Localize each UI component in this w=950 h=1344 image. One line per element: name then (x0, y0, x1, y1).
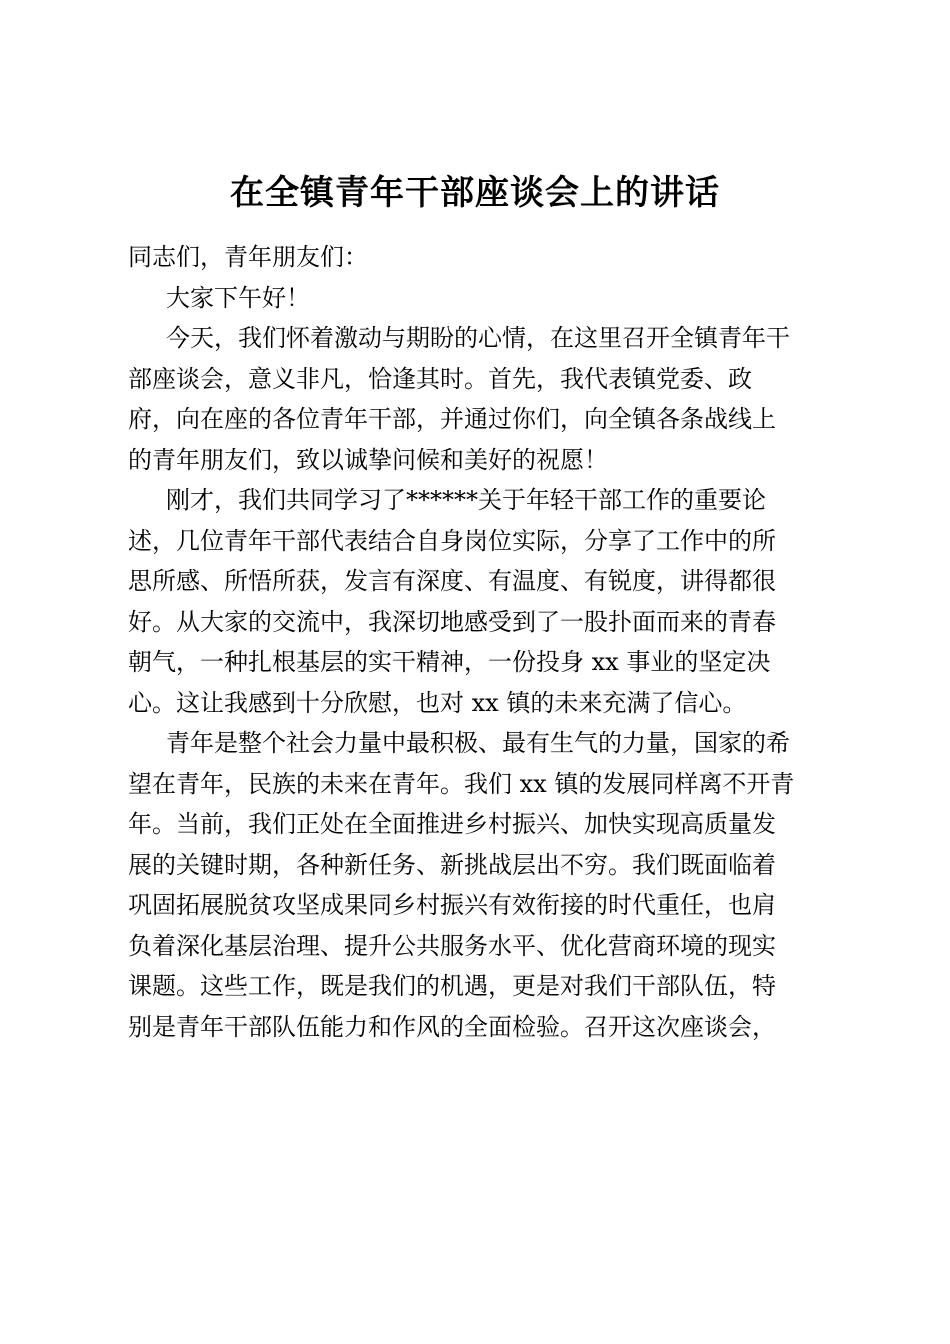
body-line: 负着深化基层治理、提升公共服务水平、优化营商环境的现实 (128, 931, 776, 960)
body-line: 课题。这些工作，既是我们的机遇，更是对我们干部队伍，特 (128, 972, 776, 1000)
body-line: 今天，我们怀着激动与期盼的心情，在这里召开全镇青年干 (166, 324, 790, 352)
body-line: 青年是整个社会力量中最积极、最有生气的力量，国家的希 (166, 729, 790, 757)
body-line: 思所感、所悟所获，发言有深度、有温度、有锐度，讲得都很 (128, 567, 776, 595)
body-line: 朝气，一种扎根基层的实干精神，一份投身 xx 事业的坚定决 (128, 648, 771, 676)
body-line: 心。这让我感到十分欣慰，也对 xx 镇的未来充满了信心。 (128, 688, 747, 717)
salutation-line: 同志们，青年朋友们： (128, 243, 368, 271)
body-line: 展的关键时期，各种新任务、新挑战层出不穷。我们既面临着 (128, 850, 776, 879)
document-title: 在全镇青年干部座谈会上的讲话 (230, 173, 720, 213)
body-line: 巩固拓展脱贫攻坚成果同乡村振兴有效衔接的时代重任，也肩 (128, 891, 776, 919)
body-line: 述，几位青年干部代表结合自身岗位实际，分享了工作中的所 (128, 526, 776, 555)
body-line: 刚才，我们共同学习了******关于年轻干部工作的重要论 (166, 486, 766, 514)
body-line: 望在青年，民族的未来在青年。我们 xx 镇的发展同样离不开青 (128, 769, 795, 798)
body-line: 好。从大家的交流中，我深切地感受到了一股扑面而来的青春 (128, 607, 776, 636)
body-line: 年。当前，我们正处在全面推进乡村振兴、加快实现高质量发 (128, 810, 776, 838)
body-line: 府，向在座的各位青年干部，并通过你们，向全镇各条战线上 (128, 405, 776, 433)
body-line: 别是青年干部队伍能力和作风的全面检验。召开这次座谈会， (128, 1012, 776, 1041)
body-line: 的青年朋友们，致以诚挚问候和美好的祝愿！ (128, 445, 608, 474)
document-body (128, 237, 830, 1047)
body-line: 部座谈会，意义非凡，恰逢其时。首先，我代表镇党委、政 (128, 364, 752, 393)
greeting-line: 大家下午好！ (166, 283, 310, 312)
